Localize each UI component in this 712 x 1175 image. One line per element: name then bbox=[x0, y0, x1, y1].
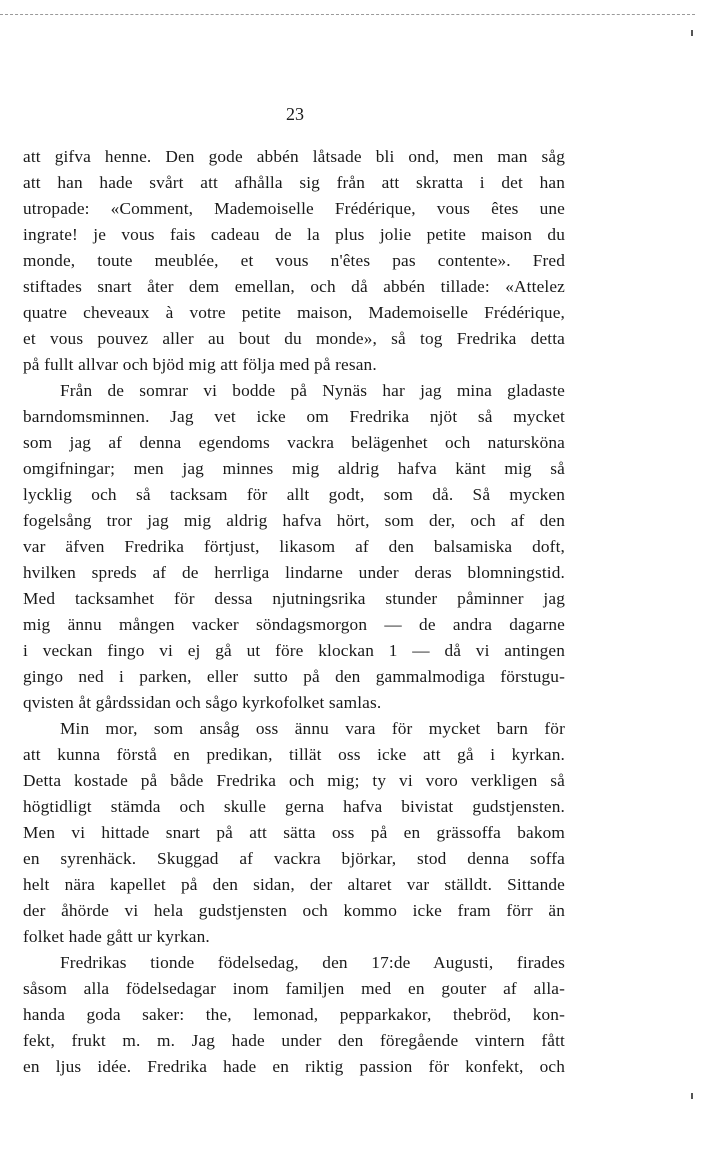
body-text bbox=[23, 144, 565, 1080]
text-line: omgifningar; men jag minnes mig aldrig hafva känt mig så bbox=[23, 459, 565, 478]
text-line: att han hade svårt att afhålla sig från att skratta i det han bbox=[23, 173, 565, 192]
text-line: Min mor, som ansåg oss ännu vara för mycket barn för bbox=[60, 719, 565, 738]
text-line: högtidligt stämda och skulle gerna hafva bivistat gudstjensten. bbox=[23, 797, 565, 816]
text-line: en syrenhäck. Skuggad af vackra björkar, stod denna soffa bbox=[23, 849, 565, 868]
text-line: fogelsång tror jag mig aldrig hafva hört, som der, och af den bbox=[23, 511, 565, 530]
text-line: Fredrikas tionde födelsedag, den 17:de Augusti, firades bbox=[60, 953, 565, 972]
right-edge-mark bbox=[691, 30, 693, 36]
text-line: såsom alla födelsedagar inom familjen med en gouter af alla- bbox=[23, 979, 565, 998]
right-edge-mark bbox=[691, 1093, 693, 1099]
text-line: helt nära kapellet på den sidan, der altaret var ställdt. Sittande bbox=[23, 875, 565, 894]
text-line: att kunna förstå en predikan, tillät oss icke att gå i kyrkan. bbox=[23, 745, 565, 764]
text-line: ingrate! je vous fais cadeau de la plus jolie petite maison du bbox=[23, 225, 565, 244]
text-line: lycklig och så tacksam för allt godt, som då. Så mycken bbox=[23, 485, 565, 504]
text-line: quatre cheveaux à votre petite maison, Mademoiselle Frédérique, bbox=[23, 303, 565, 322]
top-edge-rule bbox=[0, 14, 695, 15]
text-line: hvilken spreds af de herrliga lindarne under deras blomningstid. bbox=[23, 563, 565, 582]
text-line: i veckan fingo vi ej gå ut före klockan 1 — då vi antingen bbox=[23, 641, 565, 660]
text-line: qvisten åt gårdssidan och sågo kyrkofolket samlas. bbox=[23, 693, 382, 712]
text-line: på fullt allvar och bjöd mig att följa med på resan. bbox=[23, 355, 377, 374]
text-line: gingo ned i parken, eller sutto på den gammalmodiga förstugu- bbox=[23, 667, 565, 686]
text-line: Med tacksamhet för dessa njutningsrika stunder påminner jag bbox=[23, 589, 565, 608]
text-line: monde, toute meublée, et vous n'êtes pas contente». Fred bbox=[23, 251, 565, 270]
text-line: fekt, frukt m. m. Jag hade under den föregående vintern fått bbox=[23, 1031, 565, 1050]
text-line: der åhörde vi hela gudstjensten och kommo icke fram förr än bbox=[23, 901, 565, 920]
text-line: barndomsminnen. Jag vet icke om Fredrika njöt så mycket bbox=[23, 407, 565, 426]
text-line: Från de somrar vi bodde på Nynäs har jag mina gladaste bbox=[60, 381, 565, 400]
text-line: Men vi hittade snart på att sätta oss på en grässoffa bakom bbox=[23, 823, 565, 842]
text-line: Detta kostade på både Fredrika och mig; ty vi voro verkligen så bbox=[23, 771, 565, 790]
text-line: var äfven Fredrika förtjust, likasom af den balsamiska doft, bbox=[23, 537, 565, 556]
text-line: handa goda saker: the, lemonad, pepparkakor, thebröd, kon- bbox=[23, 1005, 565, 1024]
text-line: et vous pouvez aller au bout du monde», så tog Fredrika detta bbox=[23, 329, 565, 348]
text-line: mig ännu mången vacker söndagsmorgon — de andra dagarne bbox=[23, 615, 565, 634]
page-number: 23 bbox=[286, 104, 304, 124]
text-line: utropade: «Comment, Mademoiselle Frédérique, vous êtes une bbox=[23, 199, 565, 218]
text-line: folket hade gått ur kyrkan. bbox=[23, 927, 210, 946]
text-line: som jag af denna egendoms vackra belägenhet och natursköna bbox=[23, 433, 565, 452]
text-line: att gifva henne. Den gode abbén låtsade bli ond, men man såg bbox=[23, 147, 565, 166]
text-line: en ljus idée. Fredrika hade en riktig passion för konfekt, och bbox=[23, 1057, 565, 1076]
text-line: stiftades snart åter dem emellan, och då abbén tillade: «Attelez bbox=[23, 277, 565, 296]
